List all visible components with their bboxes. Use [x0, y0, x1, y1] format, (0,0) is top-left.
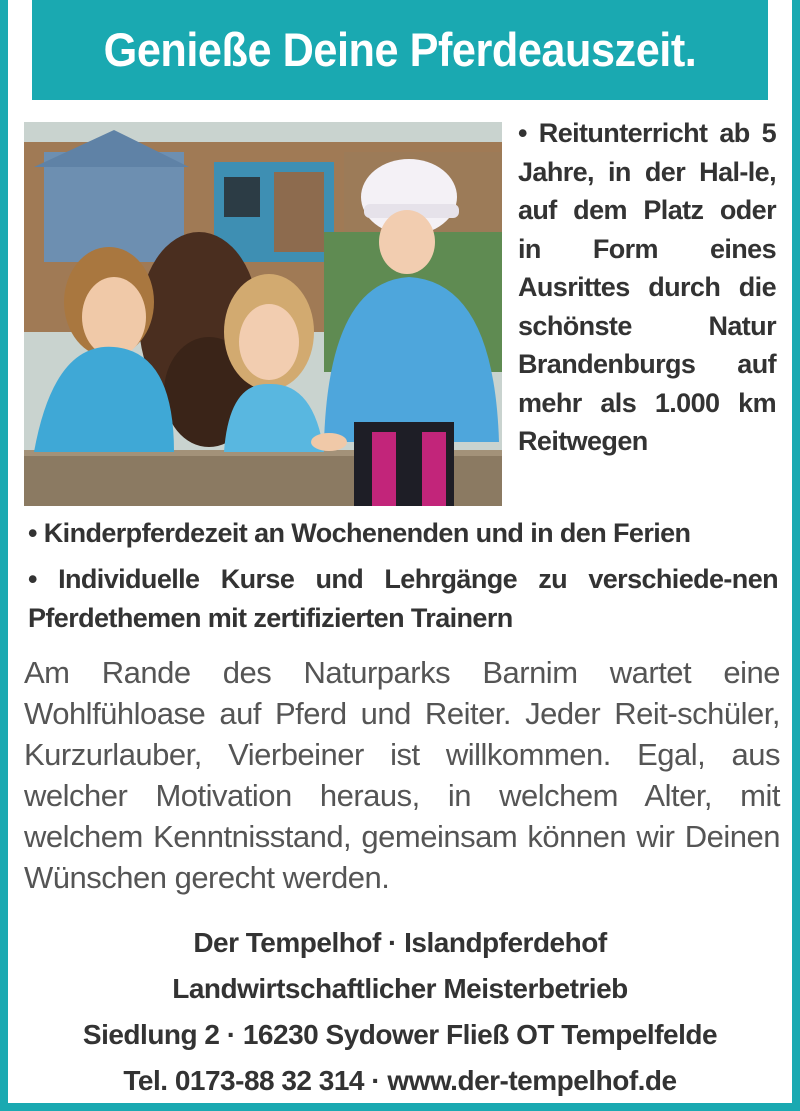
riding-kids-photo [24, 122, 502, 506]
bullet-text: Kinderpferdezeit an Wochenenden und in den Ferien [43, 518, 691, 548]
bullet-courses [28, 560, 778, 637]
bullet-text: Reitunterricht ab 5 Jahre, in der Hal-le, auf dem Platz oder in Form eines Ausrittes durch die schönste Natur Brandenburgs auf mehr als 1.000 km Reitwegen [518, 118, 776, 456]
contact-block [8, 920, 792, 1104]
bullet-marker: • [28, 518, 37, 548]
contact-address: Siedlung 2 · 16230 Sydower Fließ OT Tempelfelde [82, 1019, 718, 1050]
bullet-kids-horse-time [28, 514, 778, 553]
contact-phone-web: Tel. 0173-88 32 314 · www.der-tempelhof.de [123, 1065, 677, 1096]
description-paragraph: Am Rande des Naturparks Barnim wartet eine Wohlfühloase auf Pferd und Reiter. Jeder Reit-schüler, Kurzurlauber, Vierbeiner ist willkommen. Egal, aus welcher Motivation heraus, in welchem Alter, mit welchem Kenntnisstand, gemeinsam können wir Deinen Wünschen gerecht werden. [24, 655, 780, 895]
contact-name: Der Tempelhof · Islandpferdehof [193, 927, 607, 958]
contact-business-type: Landwirtschaftlicher Meisterbetrieb [172, 973, 628, 1004]
bullet-marker: • [518, 118, 527, 148]
bullet-riding-lessons [518, 114, 776, 461]
headline: Genieße Deine Pferdeauszeit. [32, 0, 768, 100]
bullet-marker: • [28, 564, 37, 594]
photo-illustration [24, 122, 502, 506]
bullet-text: Individuelle Kurse und Lehrgänge zu verschiede-nen Pferdethemen mit zertifizierten Trainern [28, 564, 779, 633]
